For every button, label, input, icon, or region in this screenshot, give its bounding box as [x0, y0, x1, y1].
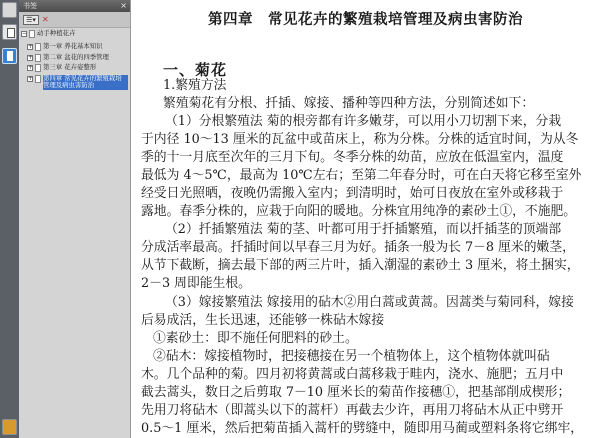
text-line: 分成活率最高。扦插时间以早春三月为好。插条一般为长 7－8 厘米的嫩茎， — [141, 240, 575, 255]
navigation-icon-strip — [0, 0, 19, 438]
close-panel-icon[interactable]: × — [120, 1, 127, 10]
expand-toggle-icon[interactable]: + — [28, 43, 34, 50]
text-line: 最低为 4～5℃，最高为 10℃左右；至第二年春分时，可在白天将它移至室外 — [141, 168, 582, 183]
bookmark-item-chapter-3[interactable] — [27, 64, 128, 72]
footnote-line: ②砧木：嫁接植物时，把接穗接在另一个植物体上，这个植物体就叫砧 — [153, 349, 550, 364]
text-line: 从节下截断，摘去最下部的两三片叶，插入潮湿的素砂土 3 厘米，将土捆实， — [141, 258, 580, 273]
bookmarks-panel — [19, 0, 131, 438]
chapter-title: 第四章 常见花卉的繁殖栽培管理及病虫害防治 — [208, 11, 523, 28]
bookmark-label: 第二章 盆花的四季管理 — [43, 52, 109, 61]
text-line: （3）嫁接繁殖法 嫁接用的砧木②用白蒿或黄蒿。因蒿类与菊同科，嫁接 — [165, 295, 574, 310]
text-line: 后易成活，生长迅速，还能够一株砧木嫁接 — [141, 313, 385, 328]
text-line: （1）分根繁殖法 菊的根旁都有许多嫩芽，可以用小刀切割下来，分栽 — [165, 114, 562, 129]
panel-toolbar — [19, 12, 130, 28]
text-line: 截去蒿头，数日之后剪取 7－10 厘米长的菊苗作接穗①，把基部削成楔形； — [141, 385, 571, 400]
expand-toggle-icon[interactable]: + — [28, 53, 34, 61]
panel-title: 书签 — [23, 2, 37, 10]
bookmark-item-chapter-4[interactable] — [27, 75, 128, 90]
section-title: 一、菊花 — [163, 61, 228, 79]
bookmark-icon — [35, 75, 41, 83]
bookmark-icon — [35, 43, 41, 51]
text-line: 繁殖菊花有分根、扦插、嫁接、播种等四种方法，分别简述如下： — [163, 96, 535, 111]
page-thumbnails-icon[interactable] — [2, 24, 17, 40]
text-line: 露地。春季分株的，应栽于向阳的暖地。分株宜用纯净的素砂土①，不施肥。 — [141, 204, 577, 219]
text-line: （2）扦插繁殖法 菊的茎、叶都可用于扦插繁殖，而以扦插茎的顶端部 — [165, 222, 562, 237]
bookmark-tree — [19, 28, 130, 90]
menu-icon[interactable] — [2, 2, 17, 18]
document-page — [131, 0, 600, 438]
bookmark-icon — [29, 30, 35, 38]
text-line: 0.5～1 厘米，然后把菊苗插入蒿杆的劈缝中，随即用马蔺或塑料条将它绑牢， — [141, 421, 584, 436]
text-line: 季的十一月底至次年的三月下旬。冬季分株的幼苗，应放在低温室内，温度 — [141, 150, 564, 165]
collapse-toggle-icon[interactable]: − — [22, 30, 28, 37]
bookmark-root[interactable] — [21, 30, 130, 40]
expand-toggle-icon[interactable]: + — [28, 74, 34, 82]
bookmarks-icon[interactable] — [2, 48, 17, 64]
bookmark-icon — [35, 64, 41, 72]
bookmark-label: 动手种植花卉 — [37, 29, 76, 37]
bookmark-label: 第四章 常见花卉的繁殖栽培管理及病虫害防治 — [43, 75, 128, 90]
text-line: 2－3 周即能生根。 — [141, 276, 251, 291]
bookmark-label: 第三章 花卉姿整形 — [43, 63, 97, 71]
attachments-icon[interactable] — [2, 419, 17, 435]
delete-bookmark-icon[interactable]: ✕ — [42, 15, 49, 24]
bookmark-label: 第一章 养花基本知识 — [43, 42, 103, 50]
text-line: 于内径 10～13 厘米的瓦盆中或苗床上，称为分株。分株的适宜时间，为从冬 — [141, 132, 579, 147]
panel-header — [19, 0, 130, 12]
bookmark-item-chapter-1[interactable] — [27, 43, 128, 51]
bookmark-icon — [35, 54, 41, 62]
expand-toggle-icon[interactable]: + — [28, 64, 34, 71]
bookmark-item-chapter-2[interactable] — [27, 54, 128, 62]
footnote-line: ①素砂土：即不施任何肥料的砂土。 — [153, 331, 358, 346]
text-line: 先用刀将砧木（即蒿头以下的蒿杆）再截去少许，再用刀将砧木从正中劈开 — [141, 403, 564, 418]
options-menu-icon[interactable]: ☰▾ — [23, 15, 39, 25]
subsection-heading: 1.繁殖方法 — [163, 78, 227, 93]
text-line: 木。几个品种的菊。四月初将黄蒿或白蒿移栽于畦内，浇水、施肥；五月中 — [141, 367, 564, 382]
text-line: 经受日光照晒，夜晚仍需搬入室内；到清明时，始可日夜放在室外或移栽于 — [141, 186, 564, 201]
